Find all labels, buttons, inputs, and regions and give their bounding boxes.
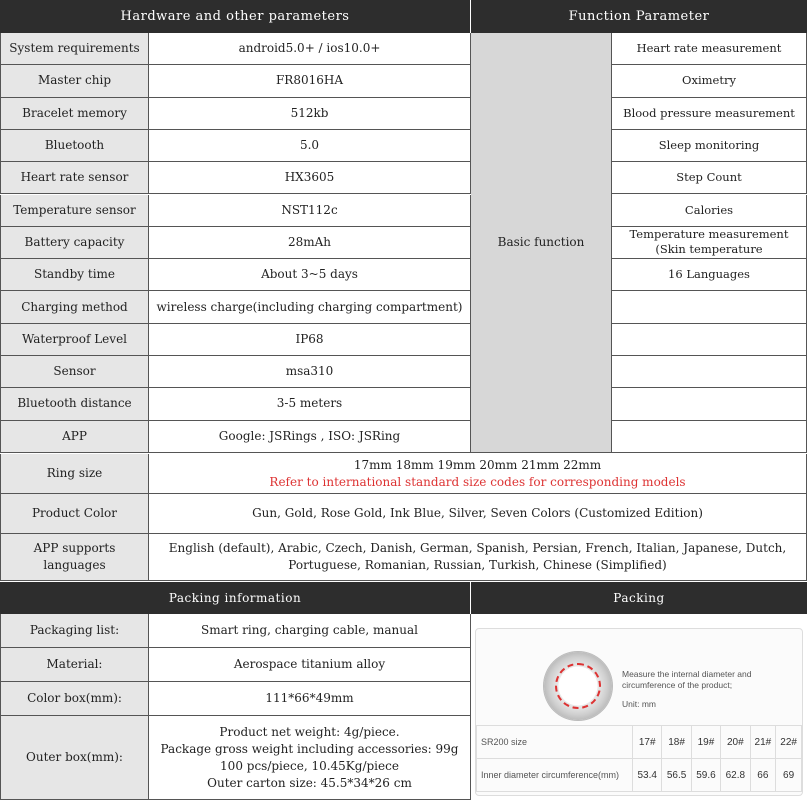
outer-box-label: [0, 716, 149, 800]
hardware-label: [0, 227, 149, 259]
function-item: [612, 162, 807, 194]
app-languages-line2: Portuguese, Romanian, Russian, Turkish, Chinese (Simplified): [288, 558, 667, 572]
function-item-text: Heart rate measurement: [636, 41, 782, 56]
packing-label-text: Material:: [46, 657, 103, 671]
hardware-value-text: NST112c: [281, 202, 338, 217]
outer-box-value: [149, 716, 471, 800]
hardware-value-text: msa310: [285, 364, 334, 379]
hardware-value-text: wireless charge(including charging compartment): [156, 299, 463, 314]
hardware-value: [149, 324, 471, 356]
outer-box-line: Outer carton size: 45.5*34*26 cm: [207, 775, 412, 790]
hardware-label-text: Standby time: [33, 267, 116, 282]
packing-image: [471, 614, 807, 800]
hardware-value-text: Google: JSRings , ISO: JSRing: [218, 428, 401, 443]
function-item: [612, 291, 807, 323]
size-code: 17#: [633, 726, 662, 759]
function-item: [612, 195, 807, 227]
hardware-value-text: android5.0+ / ios10.0+: [238, 41, 381, 56]
hardware-value: [149, 98, 471, 130]
hardware-value: [149, 259, 471, 291]
size-code: 20#: [721, 726, 750, 759]
hardware-value-text: IP68: [295, 331, 324, 346]
function-header: [471, 0, 807, 33]
ring-size-note: Refer to international standard size codes for corresponding models: [269, 474, 686, 489]
hardware-label: [0, 162, 149, 194]
hardware-label: [0, 324, 149, 356]
function-item: [612, 388, 807, 420]
function-item-text: Oximetry: [682, 73, 736, 88]
hardware-label-text: Charging method: [21, 299, 128, 314]
packing-value-text: Aerospace titanium alloy: [233, 657, 386, 671]
hardware-value-text: 5.0: [299, 138, 320, 153]
packing-info-header: [0, 582, 470, 614]
hardware-label-text: Bluetooth distance: [17, 396, 132, 411]
hardware-value-text: FR8016HA: [275, 73, 344, 88]
hardware-label: [0, 421, 149, 453]
function-item-text: Temperature measurement (Skin temperature: [629, 227, 789, 257]
packing-value-text: 111*66*49mm: [265, 691, 354, 705]
hardware-label-text: Battery capacity: [24, 234, 125, 249]
size-value: 69: [776, 759, 802, 792]
ring-size-label-text: Ring size: [46, 466, 103, 480]
product-color-value-text: Gun, Gold, Rose Gold, Ink Blue, Silver, Seven Colors (Customized Edition): [252, 506, 703, 520]
hardware-value: [149, 356, 471, 388]
inner-diameter-marker: [555, 663, 601, 709]
function-item-text: Calories: [684, 202, 734, 217]
function-item: [612, 33, 807, 65]
packing-header: [471, 582, 807, 614]
outer-box-line: 100 pcs/piece, 10.45Kg/piece: [220, 758, 399, 773]
hardware-value-text: HX3605: [284, 170, 335, 185]
hardware-value: [149, 162, 471, 194]
packing-label: [0, 682, 149, 716]
hardware-label-text: Master chip: [37, 73, 112, 88]
hardware-value: [149, 130, 471, 162]
hardware-header-text: Hardware and other parameters: [120, 9, 350, 24]
hardware-label-text: System requirements: [9, 41, 140, 56]
size-code: 19#: [691, 726, 720, 759]
hardware-label: [0, 130, 149, 162]
packing-value: [149, 682, 471, 716]
hardware-label-text: Bracelet memory: [22, 105, 127, 120]
app-languages-line1: English (default), Arabic, Czech, Danish, German, Spanish, Persian, French, Italian, Japanese, Dutch,: [168, 541, 787, 555]
function-item-text: 16 Languages: [668, 267, 750, 282]
hardware-label-text: Sensor: [53, 364, 96, 379]
ring-size-sizes: 17mm 18mm 19mm 20mm 21mm 22mm: [353, 457, 602, 472]
hardware-label-text: Waterproof Level: [21, 331, 128, 346]
size-value: 56.5: [662, 759, 691, 792]
app-languages-value: [149, 534, 807, 581]
hardware-label-text: APP: [62, 428, 87, 443]
packing-header-text: Packing: [613, 591, 665, 605]
function-item: [612, 98, 807, 130]
hardware-label: [0, 259, 149, 291]
hardware-value: [149, 291, 471, 323]
size-value: 66: [750, 759, 776, 792]
hardware-value: [149, 195, 471, 227]
size-table: [476, 725, 802, 792]
size-chart-card: [475, 628, 803, 796]
function-item-text: Step Count: [676, 170, 742, 185]
packing-label: [0, 614, 149, 648]
function-item: [612, 65, 807, 97]
packing-info-header-text: Packing information: [168, 591, 302, 605]
hardware-value-text: 28mAh: [287, 234, 332, 249]
packing-value: [149, 648, 471, 682]
hardware-label: [0, 356, 149, 388]
function-item: [612, 421, 807, 453]
size-value-row: [477, 759, 802, 792]
hardware-value-text: 512kb: [290, 105, 329, 120]
packing-value-text: Smart ring, charging cable, manual: [201, 623, 418, 637]
hardware-value: [149, 388, 471, 420]
size-code: 21#: [750, 726, 776, 759]
hardware-label: [0, 195, 149, 227]
hardware-label: [0, 65, 149, 97]
function-item: [612, 324, 807, 356]
function-item: [612, 130, 807, 162]
hardware-label: [0, 33, 149, 65]
hardware-label-text: Bluetooth: [44, 138, 105, 153]
product-color-label-text: Product Color: [31, 506, 117, 520]
function-item-text: Sleep monitoring: [658, 138, 760, 153]
app-languages-label-text: APP supports languages: [33, 541, 116, 572]
product-color-value: [149, 494, 807, 534]
hardware-value: [149, 227, 471, 259]
unit-label: Unit: mm: [622, 699, 656, 709]
circumference-label: Inner diameter circumference(mm): [477, 759, 633, 792]
hardware-label: [0, 291, 149, 323]
app-languages-label: [0, 534, 149, 581]
packing-label-text: Color box(mm):: [27, 691, 122, 705]
hardware-value: [149, 33, 471, 65]
packing-label-text: Packaging list:: [29, 623, 120, 637]
hardware-label-text: Temperature sensor: [13, 202, 136, 217]
outer-box-line: Package gross weight including accessories: 99g: [160, 741, 459, 756]
function-item-text: Blood pressure measurement: [623, 105, 795, 120]
size-code: 18#: [662, 726, 691, 759]
packing-value: [149, 614, 471, 648]
function-header-text: Function Parameter: [568, 9, 710, 24]
function-item: [612, 356, 807, 388]
hardware-value-text: 3-5 meters: [276, 396, 343, 411]
function-group-label: [471, 33, 612, 453]
hardware-label: [0, 98, 149, 130]
function-group-label-text: Basic function: [497, 234, 585, 249]
hardware-value-text: About 3~5 days: [261, 267, 358, 282]
size-value: 62.8: [721, 759, 750, 792]
ring-size-label: [0, 454, 149, 494]
outer-box-line: Product net weight: 4g/piece.: [219, 724, 400, 739]
function-item: [612, 259, 807, 291]
hardware-label: [0, 388, 149, 420]
function-item: [612, 227, 807, 259]
hardware-value: [149, 421, 471, 453]
model-label: SR200 size: [477, 726, 633, 759]
packing-label: [0, 648, 149, 682]
hardware-label-text: Heart rate sensor: [20, 170, 129, 185]
hardware-header: [0, 0, 470, 33]
size-value: 53.4: [633, 759, 662, 792]
size-code: 22#: [776, 726, 802, 759]
outer-box-label-text: Outer box(mm):: [26, 750, 123, 764]
measure-instruction: Measure the internal diameter and circumference of the product;: [622, 669, 752, 690]
product-color-label: [0, 494, 149, 534]
ring-size-value: [149, 454, 807, 494]
size-header-row: [477, 726, 802, 759]
size-value: 59.6: [691, 759, 720, 792]
hardware-value: [149, 65, 471, 97]
